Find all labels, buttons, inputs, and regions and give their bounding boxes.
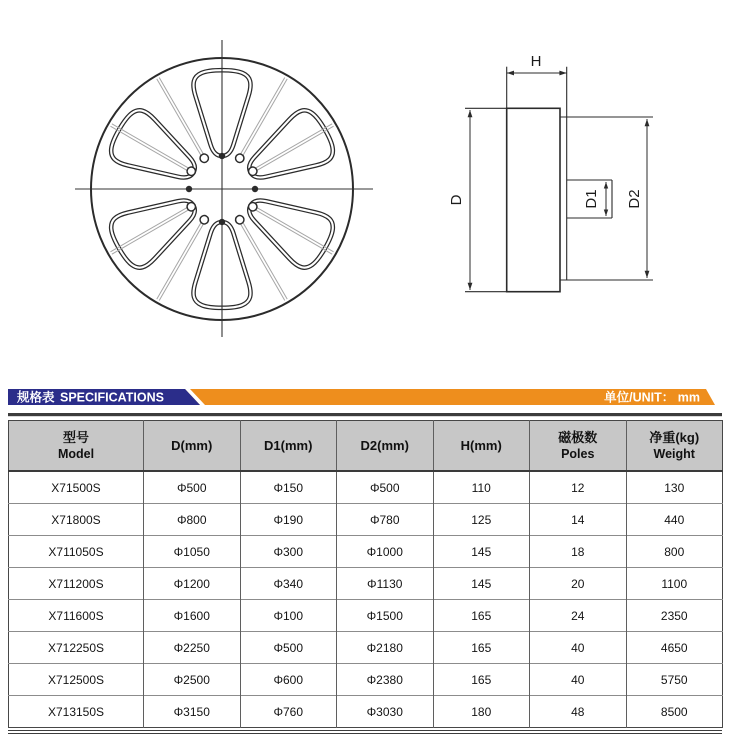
table-cell: 8500 <box>626 696 723 728</box>
table-cell: 5750 <box>626 664 723 696</box>
table-cell: 48 <box>530 696 627 728</box>
table-cell: Φ1200 <box>144 568 241 600</box>
table-cell: Φ100 <box>240 600 337 632</box>
table-cell: Φ1000 <box>337 536 434 568</box>
label-D2: D2 <box>626 189 643 209</box>
table-cell: 1100 <box>626 568 723 600</box>
table-cell: X712500S <box>9 664 144 696</box>
table-cell: Φ190 <box>240 504 337 536</box>
table-cell: 165 <box>433 632 530 664</box>
col-header-weight: 净重(kg) Weight <box>626 421 723 472</box>
table-row <box>9 504 723 536</box>
table-cell: 440 <box>626 504 723 536</box>
table-cell: X712250S <box>9 632 144 664</box>
label-D: D <box>448 194 465 206</box>
table-cell: Φ340 <box>240 568 337 600</box>
table-cell: 40 <box>530 664 627 696</box>
table-cell: Φ3150 <box>144 696 241 728</box>
table-cell: Φ1050 <box>144 536 241 568</box>
table-cell: 2350 <box>626 600 723 632</box>
table-cell: Φ150 <box>240 471 337 504</box>
table-cell: 110 <box>433 471 530 504</box>
table-cell: 145 <box>433 536 530 568</box>
col-header-poles: 磁极数 Poles <box>530 421 627 472</box>
col-header-model: 型号 Model <box>9 421 144 472</box>
table-cell: Φ3030 <box>337 696 434 728</box>
table-cell: X71500S <box>51 480 101 495</box>
table-cell: Φ500 <box>144 471 241 504</box>
dimension-D2 <box>626 119 649 278</box>
label-D1: D1 <box>583 189 600 209</box>
table-cell: Φ780 <box>337 504 434 536</box>
dimension-D <box>448 110 472 290</box>
table-cell: 14 <box>530 504 627 536</box>
section-title-zh: 规格表 <box>17 390 55 405</box>
table-cell: 130 <box>626 471 723 504</box>
table-cell: Φ500 <box>337 471 434 504</box>
table-cell: 165 <box>433 664 530 696</box>
col-header-h: H(mm) <box>433 421 530 472</box>
section-title-en: SPECIFICATIONS <box>60 390 164 405</box>
table-cell: Φ2380 <box>337 664 434 696</box>
table-cell: Φ300 <box>240 536 337 568</box>
table-cell: Φ800 <box>144 504 241 536</box>
table-bottom-rule <box>8 730 722 734</box>
table-cell: Φ500 <box>240 632 337 664</box>
table-cell: X713150S <box>9 696 144 728</box>
table-cell: X711200S <box>9 568 144 600</box>
table-header-row <box>9 421 723 472</box>
front-view-drawing <box>75 40 373 337</box>
table-cell: 125 <box>433 504 530 536</box>
spec-table-body <box>9 471 723 728</box>
table-row <box>9 536 723 568</box>
table-cell: 20 <box>530 568 627 600</box>
table-cell: 165 <box>433 600 530 632</box>
spec-table-wrap <box>8 420 722 734</box>
table-cell: Φ2250 <box>144 632 241 664</box>
dimension-D1 <box>583 182 608 216</box>
table-cell: 180 <box>433 696 530 728</box>
table-cell: 12 <box>530 471 627 504</box>
table-row <box>9 471 723 504</box>
label-H: H <box>530 53 542 70</box>
table-cell: Φ2180 <box>337 632 434 664</box>
header-divider-rule <box>8 413 722 416</box>
table-row <box>9 664 723 696</box>
table-cell: 4650 <box>626 632 723 664</box>
table-row <box>9 696 723 728</box>
dimension-H <box>507 53 567 75</box>
table-cell: Φ2500 <box>144 664 241 696</box>
unit-label: 单位/UNIT： mm <box>604 390 700 405</box>
col-header-d2: D2(mm) <box>337 421 434 472</box>
table-row <box>9 568 723 600</box>
table-cell: Φ1600 <box>144 600 241 632</box>
side-view-drawing <box>448 53 653 292</box>
table-cell: X711050S <box>9 536 144 568</box>
table-cell: Φ760 <box>240 696 337 728</box>
table-cell: X711600S <box>9 600 144 632</box>
table-cell: X71800S <box>9 504 144 536</box>
table-cell: 40 <box>530 632 627 664</box>
table-cell: Φ600 <box>240 664 337 696</box>
section-header-bar <box>8 389 722 416</box>
table-row <box>9 600 723 632</box>
spec-table <box>8 420 723 728</box>
table-cell: 18 <box>530 536 627 568</box>
table-cell: 24 <box>530 600 627 632</box>
side-view-body <box>507 108 560 291</box>
table-cell: Φ1500 <box>337 600 434 632</box>
table-cell: 145 <box>433 568 530 600</box>
table-cell: 800 <box>626 536 723 568</box>
table-cell: Φ1130 <box>337 568 434 600</box>
table-row <box>9 632 723 664</box>
col-header-d: D(mm) <box>144 421 241 472</box>
col-header-d1: D1(mm) <box>240 421 337 472</box>
